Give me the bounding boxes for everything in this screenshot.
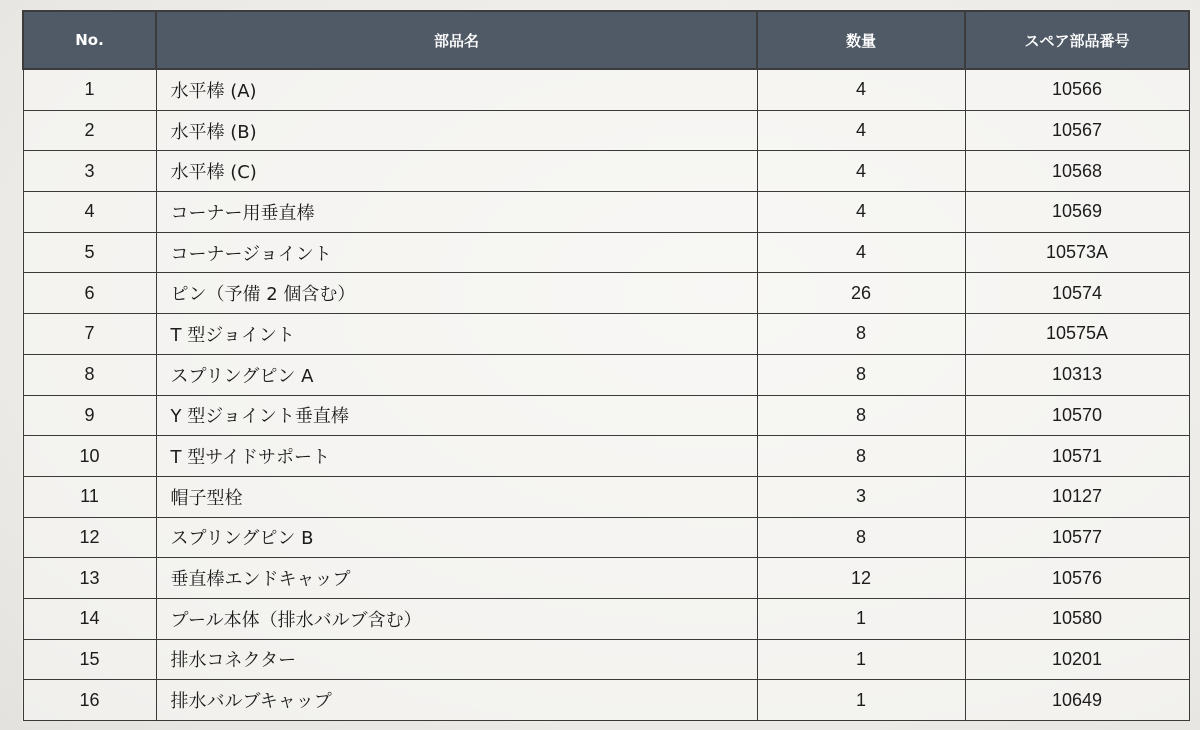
parts-list-table — [22, 10, 1190, 721]
table-row — [23, 232, 1189, 273]
quantity: 4 — [757, 69, 965, 110]
quantity: 8 — [757, 314, 965, 355]
spare-part-number: 10569 — [965, 192, 1189, 233]
spare-part-number: 10201 — [965, 639, 1189, 680]
spare-part-number: 10577 — [965, 517, 1189, 558]
row-number: 4 — [23, 192, 156, 233]
part-name: 水平棒 (C) — [156, 151, 757, 192]
table-body — [23, 69, 1189, 721]
quantity: 8 — [757, 354, 965, 395]
row-number: 15 — [23, 639, 156, 680]
spare-part-number: 10575A — [965, 314, 1189, 355]
row-number: 12 — [23, 517, 156, 558]
spare-part-number: 10127 — [965, 476, 1189, 517]
part-name: スプリングピン B — [156, 517, 757, 558]
table-row — [23, 314, 1189, 355]
header-quantity: 数量 — [757, 11, 965, 69]
table-row — [23, 680, 1189, 721]
header-no: No. — [23, 11, 156, 69]
part-name: スプリングピン A — [156, 354, 757, 395]
table-row — [23, 69, 1189, 110]
quantity: 1 — [757, 598, 965, 639]
row-number: 14 — [23, 598, 156, 639]
part-name: 帽子型栓 — [156, 476, 757, 517]
spare-part-number: 10567 — [965, 110, 1189, 151]
spare-part-number: 10580 — [965, 598, 1189, 639]
quantity: 26 — [757, 273, 965, 314]
row-number: 2 — [23, 110, 156, 151]
row-number: 5 — [23, 232, 156, 273]
table-row — [23, 436, 1189, 477]
table-header — [23, 11, 1189, 69]
part-name: コーナージョイント — [156, 232, 757, 273]
spare-part-number: 10568 — [965, 151, 1189, 192]
row-number: 13 — [23, 558, 156, 599]
table-row — [23, 558, 1189, 599]
spare-part-number: 10649 — [965, 680, 1189, 721]
spare-part-number: 10573A — [965, 232, 1189, 273]
row-number: 6 — [23, 273, 156, 314]
table-row — [23, 639, 1189, 680]
header-part-name: 部品名 — [156, 11, 757, 69]
part-name: Y 型ジョイント垂直棒 — [156, 395, 757, 436]
table-row — [23, 110, 1189, 151]
part-name: T 型ジョイント — [156, 314, 757, 355]
quantity: 1 — [757, 639, 965, 680]
quantity: 8 — [757, 395, 965, 436]
spare-part-number: 10313 — [965, 354, 1189, 395]
part-name: 水平棒 (A) — [156, 69, 757, 110]
quantity: 4 — [757, 232, 965, 273]
part-name: 排水バルブキャップ — [156, 680, 757, 721]
part-name: 垂直棒エンドキャップ — [156, 558, 757, 599]
spare-part-number: 10570 — [965, 395, 1189, 436]
spare-part-number: 10571 — [965, 436, 1189, 477]
quantity: 8 — [757, 517, 965, 558]
table-row — [23, 192, 1189, 233]
quantity: 4 — [757, 110, 965, 151]
part-name: T 型サイドサポート — [156, 436, 757, 477]
row-number: 11 — [23, 476, 156, 517]
row-number: 16 — [23, 680, 156, 721]
table-row — [23, 151, 1189, 192]
row-number: 3 — [23, 151, 156, 192]
row-number: 10 — [23, 436, 156, 477]
row-number: 8 — [23, 354, 156, 395]
row-number: 9 — [23, 395, 156, 436]
quantity: 4 — [757, 151, 965, 192]
table-row — [23, 354, 1189, 395]
part-name: コーナー用垂直棒 — [156, 192, 757, 233]
spare-part-number: 10576 — [965, 558, 1189, 599]
spare-part-number: 10566 — [965, 69, 1189, 110]
header-spare-part-number: スペア部品番号 — [965, 11, 1189, 69]
part-name: ピン（予備 2 個含む） — [156, 273, 757, 314]
quantity: 12 — [757, 558, 965, 599]
table-row — [23, 476, 1189, 517]
quantity: 3 — [757, 476, 965, 517]
row-number: 7 — [23, 314, 156, 355]
table-row — [23, 395, 1189, 436]
table-row — [23, 598, 1189, 639]
part-name: 排水コネクター — [156, 639, 757, 680]
table-row — [23, 273, 1189, 314]
row-number: 1 — [23, 69, 156, 110]
spare-part-number: 10574 — [965, 273, 1189, 314]
header-row — [23, 11, 1189, 69]
table-row — [23, 517, 1189, 558]
part-name: プール本体（排水バルブ含む） — [156, 598, 757, 639]
quantity: 8 — [757, 436, 965, 477]
quantity: 1 — [757, 680, 965, 721]
quantity: 4 — [757, 192, 965, 233]
part-name: 水平棒 (B) — [156, 110, 757, 151]
